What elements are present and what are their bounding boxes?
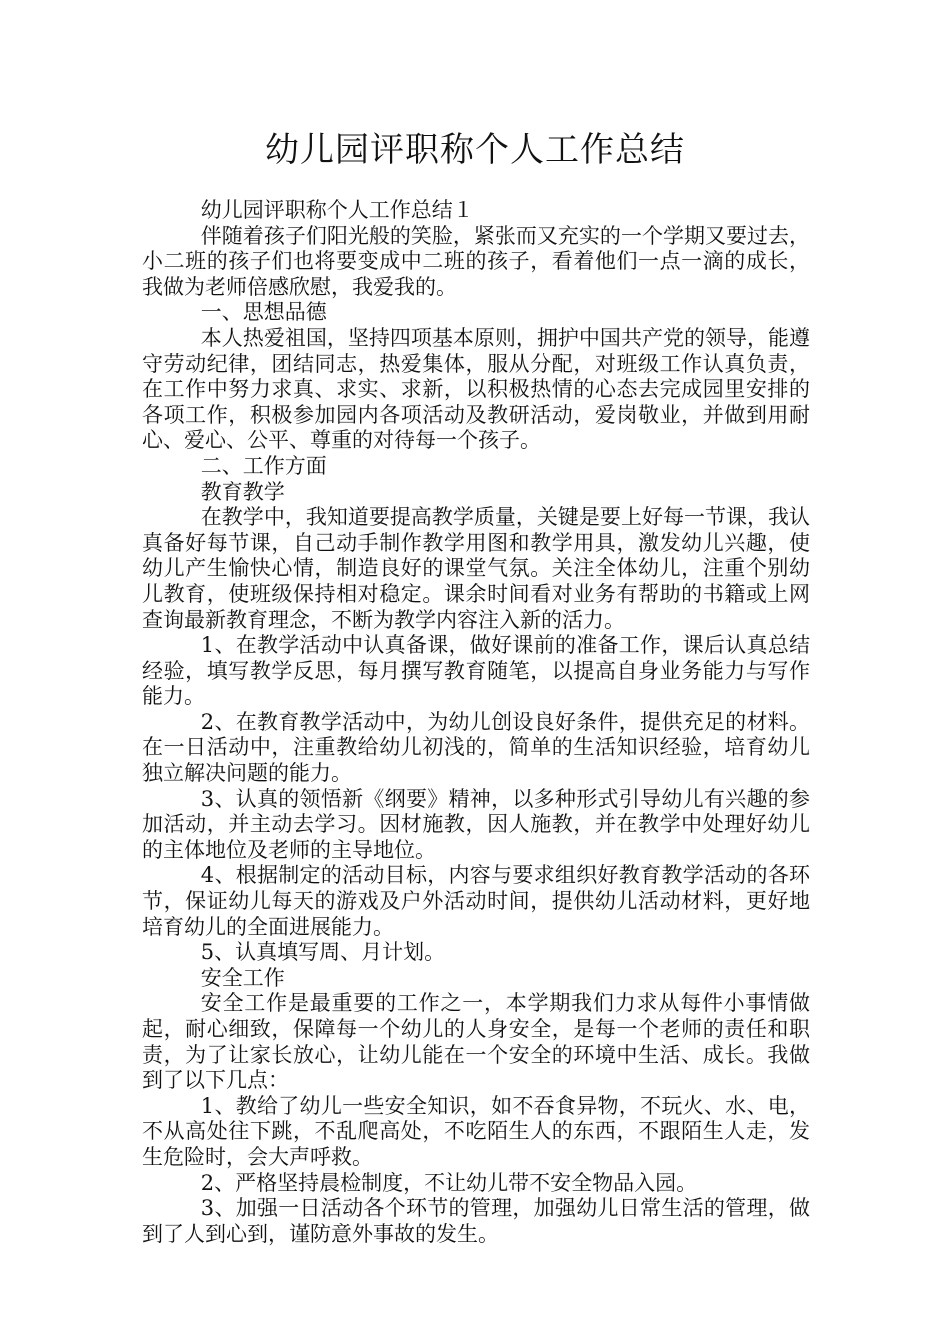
teaching-item-1: 1、在教学活动中认真备课，做好课前的准备工作，课后认真总结经验，填写教学反思，每月撰写教育随笔，以提高自身业务能力与写作能力。 xyxy=(142,633,810,709)
safety-item-2: 2、严格坚持晨检制度，不让幼儿带不安全物品入园。 xyxy=(200,1170,698,1195)
intro-paragraph: 伴随着孩子们阳光般的笑脸，紧张而又充实的一个学期又要过去，小二班的孩子们也将要变成中二班的孩子，看着他们一点一滴的成长，我做为老师倍感欣慰，我爱我的。 xyxy=(142,223,810,299)
section-subtitle: 幼儿园评职称个人工作总结１ xyxy=(200,198,474,222)
teaching-paragraph: 在教学中，我知道要提高教学质量，关键是要上好每一节课，我认真备好每节课，自己动手制作教学用图和教学用具，激发幼儿兴趣，使幼儿产生愉快心情，制造良好的课堂气氛。关注全体幼儿，注重个别幼儿教育，使班级保持相对稳定。课余时间看对业务有帮助的书籍或上网查询最新教育理念，不断为教学内容注入新的活力。 xyxy=(142,505,810,632)
document-title: 幼儿园评职称个人工作总结 xyxy=(265,130,685,170)
section-heading-ideology: 一、思想品德 xyxy=(200,300,327,325)
safety-paragraph: 安全工作是最重要的工作之一，本学期我们力求从每件小事情做起，耐心细致，保障每一个幼儿的人身安全，是每一个老师的责任和职责，为了让家长放心，让幼儿能在一个安全的环境中生活、成长。我做到了以下几点： xyxy=(142,991,810,1093)
subsection-heading-safety: 安全工作 xyxy=(200,965,285,990)
safety-item-3: 3、加强一日活动各个环节的管理，加强幼儿日常生活的管理，做到了人到心到，谨防意外事故的发生。 xyxy=(142,1196,810,1246)
subsection-heading-teaching: 教育教学 xyxy=(200,479,285,504)
safety-item-1: 1、教给了幼儿一些安全知识，如不吞食异物，不玩火、水、电，不从高处往下跳，不乱爬高处，不吃陌生人的东西，不跟陌生人走，发生危险时，会大声呼救。 xyxy=(142,1093,810,1169)
ideology-paragraph: 本人热爱祖国，坚持四项基本原则，拥护中国共产党的领导，能遵守劳动纪律，团结同志，热爱集体，服从分配，对班级工作认真负责，在工作中努力求真、求实、求新，以积极热情的心态去完成园里安排的各项工作，积极参加园内各项活动及教研活动，爱岗敬业，并做到用耐心、爱心、公平、尊重的对待每一个孩子。 xyxy=(142,325,810,453)
teaching-item-4: 4、根据制定的活动目标，内容与要求组织好教育教学活动的各环节，保证幼儿每天的游戏及户外活动时间，提供幼儿活动材料，更好地培育幼儿的全面进展能力。 xyxy=(142,863,810,939)
document-body xyxy=(142,198,810,1247)
teaching-item-3: 3、认真的领悟新《纲要》精神，以多种形式引导幼儿有兴趣的参加活动，并主动去学习。因材施教，因人施教，并在教学中处理好幼儿的主体地位及老师的主导地位。 xyxy=(142,786,810,862)
section-heading-work: 二、工作方面 xyxy=(200,453,327,478)
teaching-item-2: 2、在教育教学活动中，为幼儿创设良好条件，提供充足的材料。在一日活动中，注重教给幼儿初浅的，简单的生活知识经验，培育幼儿独立解决问题的能力。 xyxy=(142,709,810,786)
teaching-item-5: 5、认真填写周、月计划。 xyxy=(200,940,446,965)
